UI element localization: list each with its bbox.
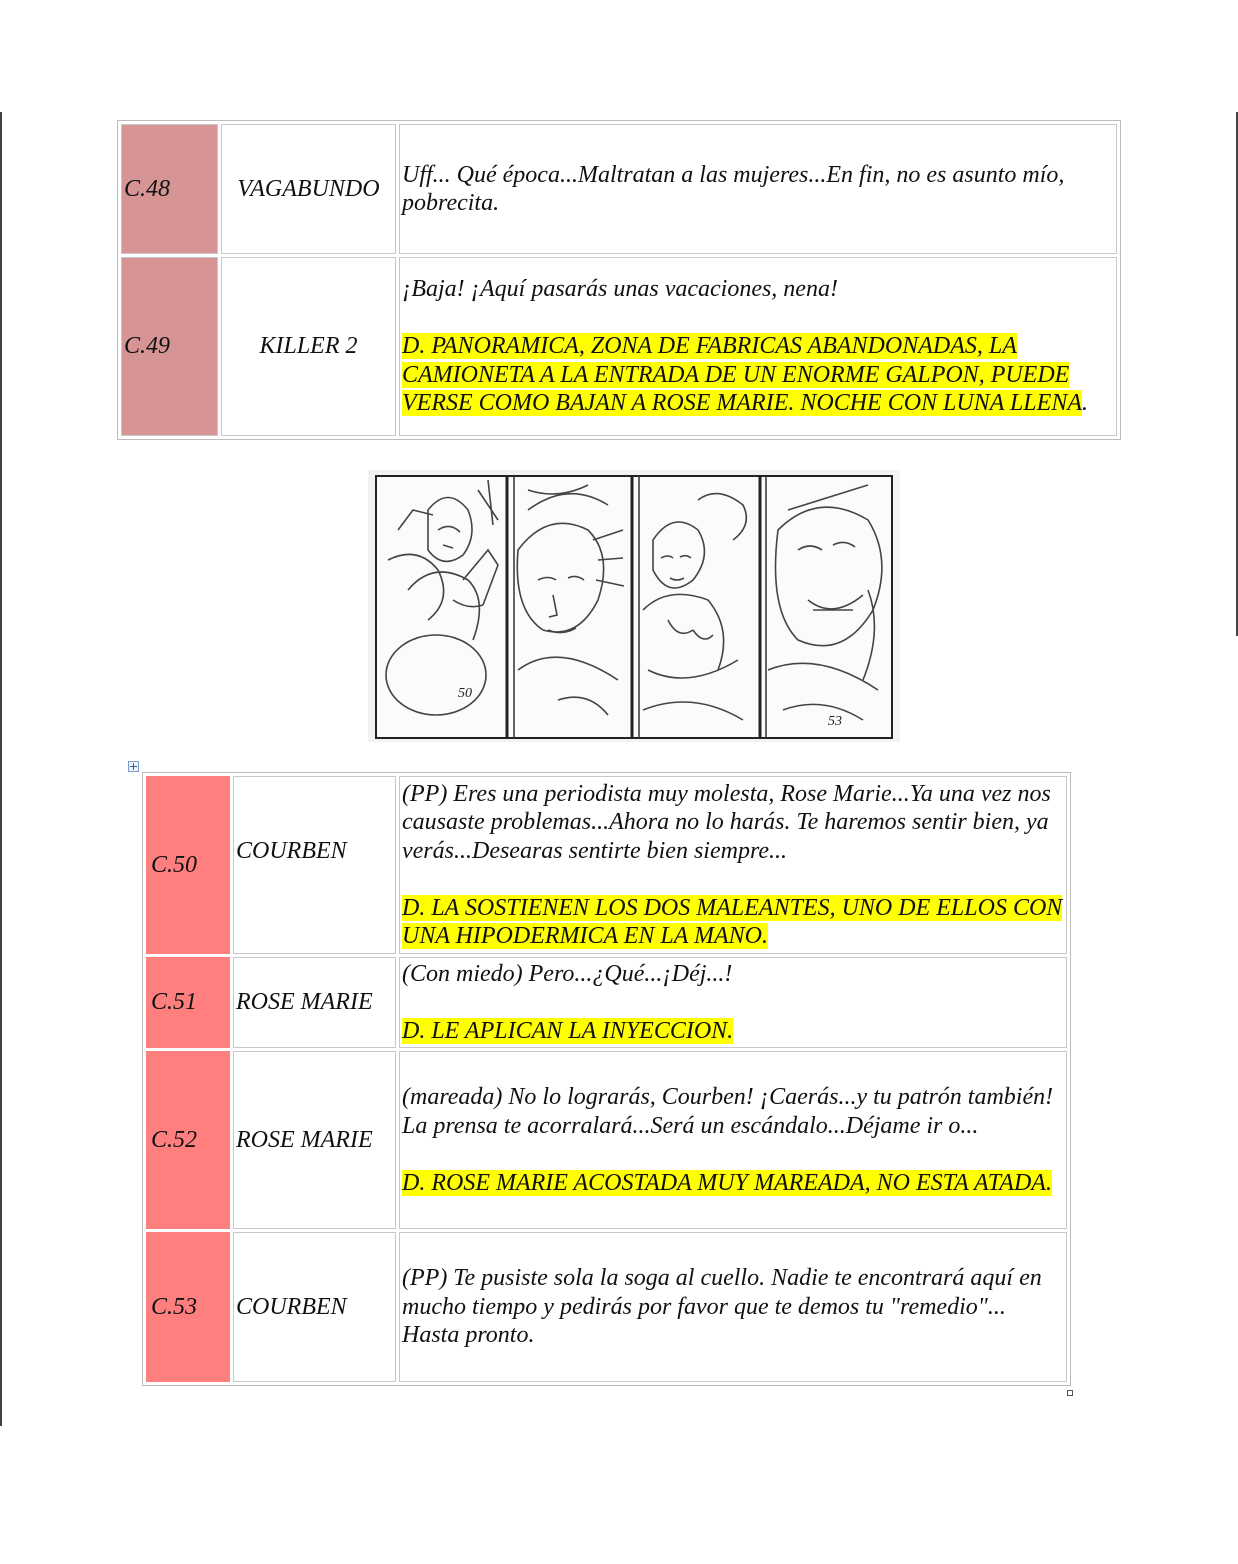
storyboard-sketch-image <box>368 470 900 742</box>
dialogue-text: (mareada) No lo lograrás, Courben! ¡Caerás...y tu patrón también! La prensa te acorralará...Será un escándalo...Déjame ir o... <box>402 1084 1054 1139</box>
table-resize-handle-icon[interactable] <box>1067 1390 1073 1396</box>
blank-line <box>402 1140 1064 1169</box>
direction-highlight: D. LE APLICAN LA INYECCION. <box>402 1017 734 1044</box>
table-row-c51 <box>146 957 1067 1048</box>
dialogue-cell[interactable] <box>399 1051 1067 1229</box>
direction-text <box>402 1169 1064 1198</box>
dialogue-text: Uff... Qué época...Maltratan a las mujeres...En fin, no es asunto mío, pobrecita. <box>402 161 1065 216</box>
scene-number-cell <box>146 1232 230 1382</box>
scene-number: C.52 <box>151 1126 198 1153</box>
character-name: ROSE MARIE <box>236 989 373 1016</box>
character-name: ROSE MARIE <box>236 1126 373 1153</box>
table-row-c52 <box>146 1051 1067 1229</box>
dialogue-cell[interactable] <box>399 257 1117 436</box>
scene-number: C.53 <box>151 1293 198 1320</box>
scene-number-cell <box>121 257 218 436</box>
dialogue-text: ¡Baja! ¡Aquí pasarás unas vacaciones, nena! <box>402 276 838 303</box>
scene-number-cell <box>146 776 230 954</box>
character-name: COURBEN <box>236 1293 347 1320</box>
table-row-c49 <box>121 257 1117 436</box>
scene-number-cell <box>121 124 218 254</box>
scene-number: C.50 <box>151 851 198 878</box>
direction-text <box>402 894 1064 951</box>
scene-number: C.48 <box>124 175 171 202</box>
scene-number-cell <box>146 1051 230 1229</box>
character-cell <box>233 1051 396 1229</box>
character-cell <box>233 776 396 954</box>
character-cell <box>233 1232 396 1382</box>
dialogue-text: (PP) Eres una periodista muy molesta, Rose Marie...Ya una vez nos causaste problemas...Ahora no lo harás. Te haremos sentir bien, ya verás...Desearas sentirte bien siempre... <box>402 780 1051 864</box>
dialogue-cell[interactable] <box>399 124 1117 254</box>
dialogue-cell[interactable] <box>399 1232 1067 1382</box>
panel-number-left: 50 <box>458 686 472 701</box>
table-row-c50 <box>146 776 1067 954</box>
script-table-2 <box>142 772 1071 1386</box>
direction-highlight: D. ROSE MARIE ACOSTADA MUY MAREADA, NO ESTA ATADA. <box>402 1169 1052 1196</box>
script-table-1 <box>117 120 1121 440</box>
character-name: VAGABUNDO <box>237 175 380 202</box>
dialogue-text: (PP) Te pusiste sola la soga al cuello. Nadie te encontrará aquí en mucho tiempo y pedirás por favor que te demos tu "remedio"... Hasta pronto. <box>402 1265 1042 1349</box>
dialogue-cell[interactable] <box>399 776 1067 954</box>
page-left-edge <box>0 112 2 1426</box>
character-name: KILLER 2 <box>259 333 358 360</box>
scene-number: C.49 <box>124 333 171 360</box>
direction-highlight: D. PANORAMICA, ZONA DE FABRICAS ABANDONADAS, LA CAMIONETA A LA ENTRADA DE UN ENORME GALPON, PUEDE VERSE COMO BAJAN A ROSE MARIE. NOCHE CON LUNA LLENA <box>402 333 1082 417</box>
character-cell <box>221 257 396 436</box>
dialogue-cell[interactable] <box>399 957 1067 1048</box>
direction-text <box>402 332 1114 418</box>
table-move-handle-icon[interactable] <box>128 761 139 772</box>
scene-number: C.51 <box>151 989 198 1016</box>
direction-tail: . <box>1081 390 1088 417</box>
direction-text <box>402 1017 1064 1046</box>
character-name: COURBEN <box>236 838 347 864</box>
dialogue-text: (Con miedo) Pero...¿Qué...¡Déj...! <box>402 960 733 987</box>
character-cell <box>233 957 396 1048</box>
blank-line <box>402 988 1064 1017</box>
blank-line <box>402 865 1064 894</box>
table-row-c53 <box>146 1232 1067 1382</box>
scene-number-cell <box>146 957 230 1048</box>
character-cell <box>221 124 396 254</box>
direction-highlight: D. LA SOSTIENEN LOS DOS MALEANTES, UNO DE ELLOS CON UNA HIPODERMICA EN LA MANO. <box>402 894 1063 949</box>
blank-line <box>402 304 1114 333</box>
table-row-c48 <box>121 124 1117 254</box>
panel-number-right: 53 <box>828 714 842 729</box>
